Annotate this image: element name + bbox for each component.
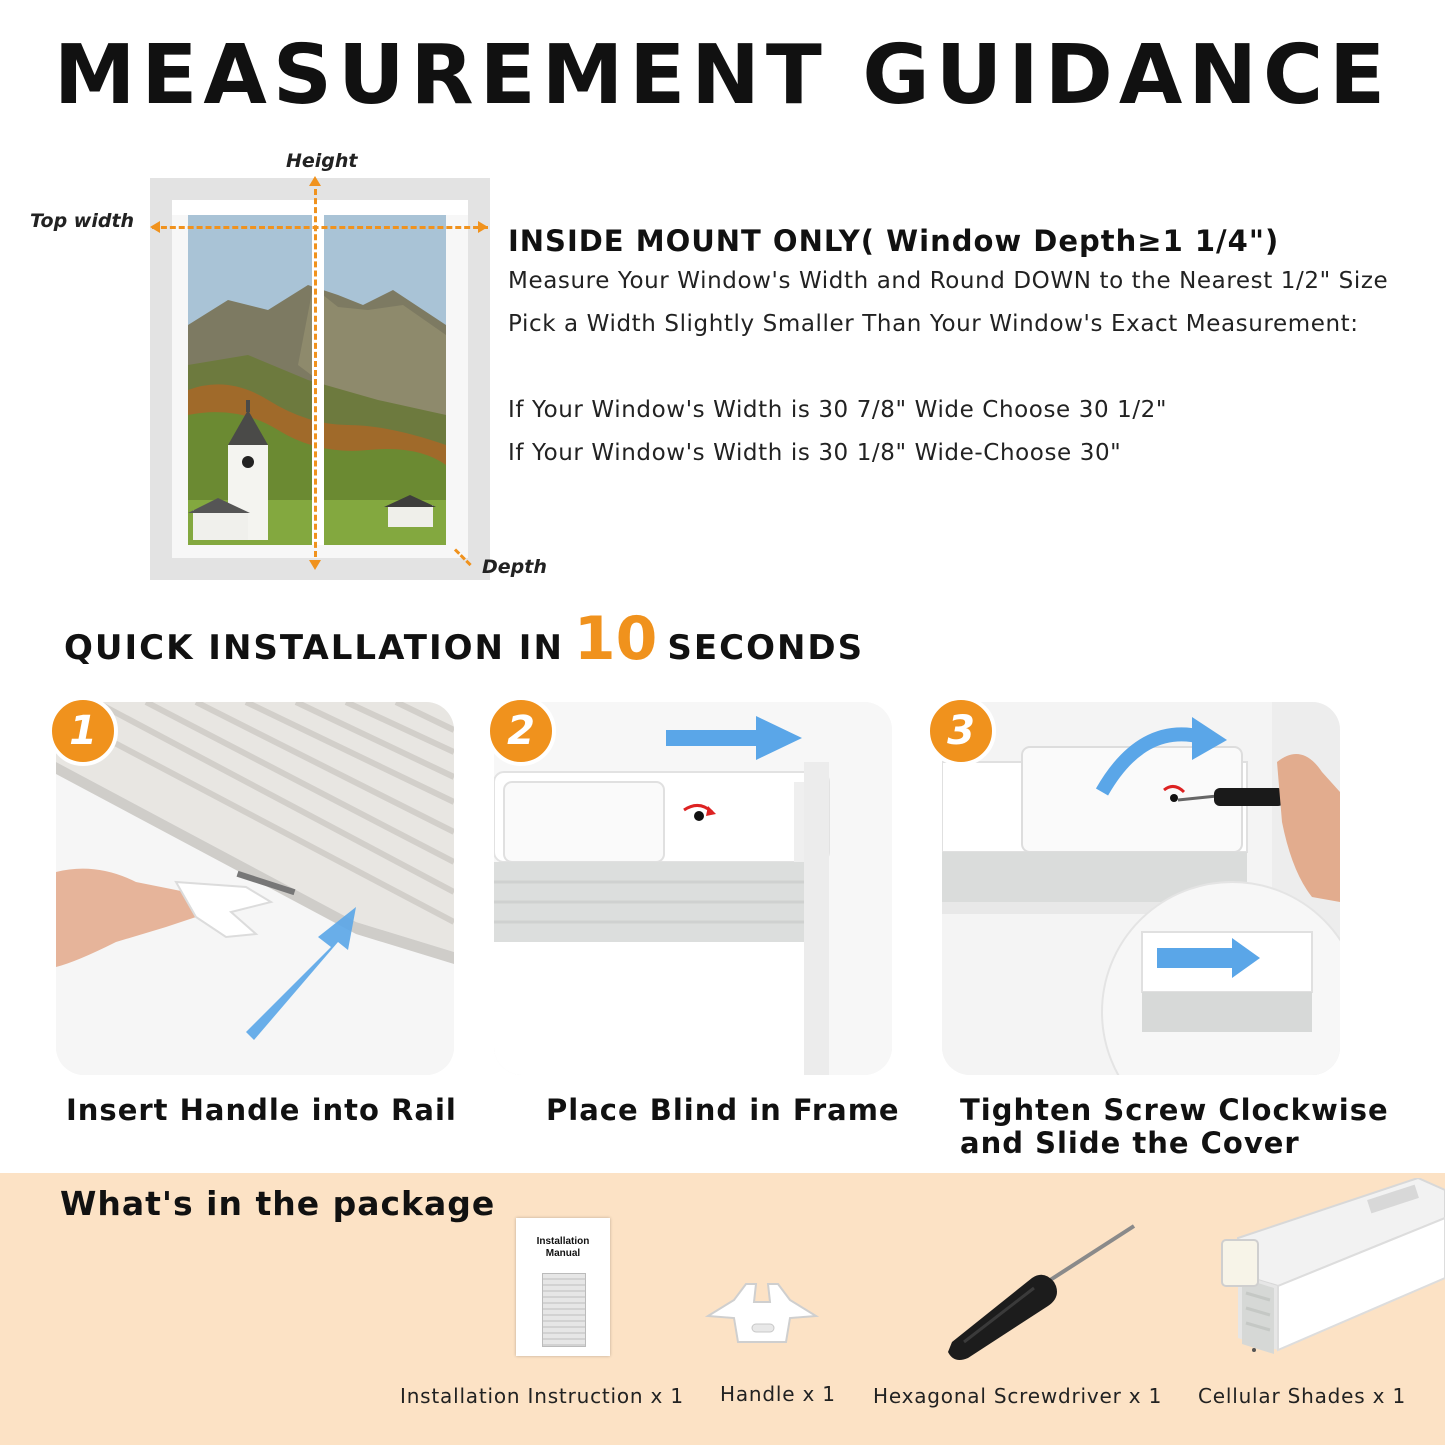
step-2-badge: 2 xyxy=(486,696,556,766)
depth-label: Depth xyxy=(482,556,547,578)
arrow-down-icon xyxy=(309,560,321,570)
arrow-up-icon xyxy=(309,176,321,186)
guide-line-4: If Your Window's Width is 30 1/8" Wide-Choose 30" xyxy=(508,440,1122,466)
step-3-badge: 3 xyxy=(926,696,996,766)
installation-manual-image xyxy=(516,1218,610,1356)
top-width-label: Top width xyxy=(30,210,135,232)
manual-cover-title-1: Installation xyxy=(536,1236,590,1247)
quick-install-number: 10 xyxy=(573,604,658,674)
handle-image xyxy=(704,1280,820,1354)
arrow-right-icon xyxy=(478,221,488,233)
step-3-image xyxy=(942,702,1340,1075)
package-item-label-handle: Handle x 1 xyxy=(720,1382,836,1406)
guide-line-2: Pick a Width Slightly Smaller Than Your Window's Exact Measurement: xyxy=(508,311,1359,337)
step-3-caption-line-2: and Slide the Cover xyxy=(960,1126,1300,1160)
step-1-image xyxy=(56,702,454,1075)
screwdriver-image xyxy=(944,1222,1144,1366)
package-item-label-shades: Cellular Shades x 1 xyxy=(1198,1384,1406,1408)
package-heading: What's in the package xyxy=(60,1184,496,1223)
top-width-dimension-line xyxy=(152,226,488,229)
step-1-caption: Insert Handle into Rail xyxy=(66,1093,457,1127)
manual-cover-title-2: Manual xyxy=(545,1248,581,1259)
step-2-caption: Place Blind in Frame xyxy=(546,1093,900,1127)
step-2-image xyxy=(494,702,892,1075)
window-top-rail xyxy=(172,200,468,215)
step-3-caption xyxy=(960,1094,1389,1160)
guide-line-3: If Your Window's Width is 30 7/8" Wide Choose 30 1/2" xyxy=(508,397,1168,423)
quick-install-prefix: QUICK INSTALLATION IN xyxy=(64,628,564,668)
step-3-caption-line-1: Tighten Screw Clockwise xyxy=(960,1093,1389,1127)
mount-heading: INSIDE MOUNT ONLY( Window Depth≥1 1/4") xyxy=(508,224,1280,258)
page-title: MEASUREMENT GUIDANCE xyxy=(53,28,1392,123)
quick-install-suffix: SECONDS xyxy=(667,628,865,668)
manual-cover-illustration xyxy=(542,1273,586,1347)
guide-line-1: Measure Your Window's Width and Round DOWN to the Nearest 1/2" Size xyxy=(508,268,1389,294)
package-item-label-screwdriver: Hexagonal Screwdriver x 1 xyxy=(873,1384,1163,1408)
quick-install-heading xyxy=(64,604,864,674)
step-1-badge: 1 xyxy=(48,696,118,766)
cellular-shades-image xyxy=(1218,1178,1445,1372)
height-dimension-line xyxy=(314,180,317,566)
height-label: Height xyxy=(286,150,358,172)
arrow-left-icon xyxy=(150,221,160,233)
package-item-label-manual: Installation Instruction x 1 xyxy=(400,1384,684,1408)
